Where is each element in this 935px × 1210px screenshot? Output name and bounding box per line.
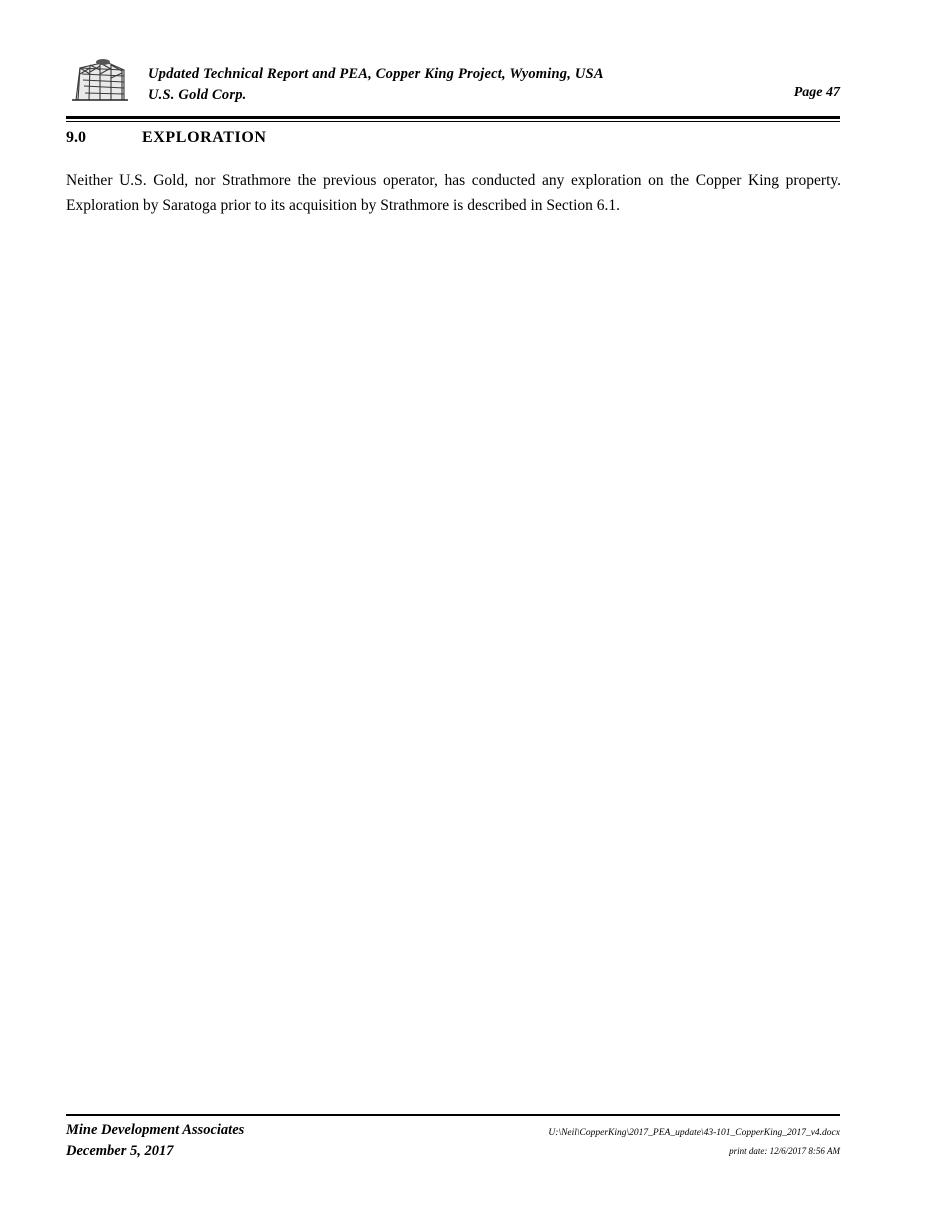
footer-left-block [66, 1120, 244, 1162]
section-heading [66, 129, 840, 147]
footer-divider [66, 1114, 840, 1118]
page-header [66, 52, 840, 114]
footer-date: December 5, 2017 [66, 1143, 174, 1159]
footer-right-block [548, 1124, 840, 1160]
page-number: Page 47 [793, 85, 840, 100]
company-name: U.S. Gold Corp. [148, 87, 247, 103]
section-title: EXPLORATION [142, 129, 267, 146]
section-number: 9.0 [66, 129, 86, 146]
header-divider [66, 116, 840, 122]
body-paragraph: Neither U.S. Gold, nor Strathmore the previous operator, has conducted any exploration on the Copper King property. Exploration by Saratoga prior to its acquisition by Strathmore is described in Section 6.1. [66, 172, 841, 214]
header-title-block [148, 64, 748, 106]
footer-print-date: print date: 12/6/2017 8:56 AM [729, 1146, 840, 1156]
footer-company: Mine Development Associates [66, 1122, 245, 1138]
report-title: Updated Technical Report and PEA, Copper King Project, Wyoming, USA [148, 66, 604, 82]
mining-headframe-logo-icon [66, 54, 134, 104]
footer-file-path: U:\Neil\CopperKing\2017_PEA_update\43-101_CopperKing_2017_v4.docx [548, 1128, 840, 1138]
